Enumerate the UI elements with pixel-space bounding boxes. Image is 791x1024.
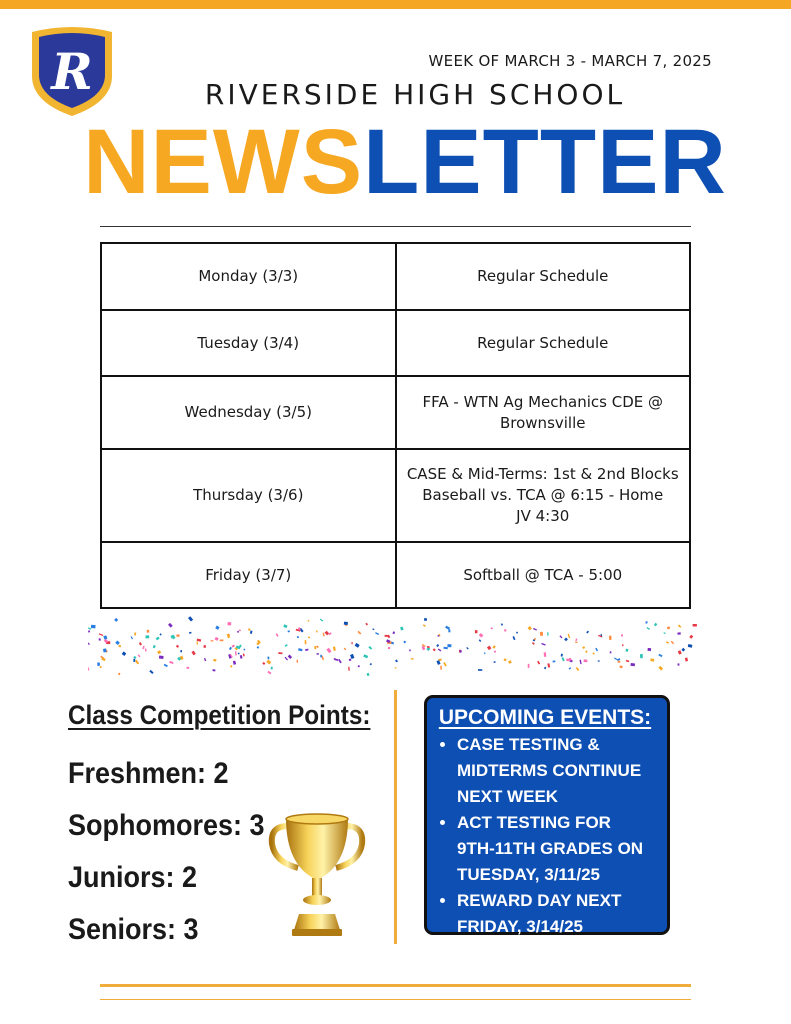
- confetti-piece: [114, 618, 118, 622]
- confetti-piece: [142, 646, 145, 650]
- confetti-piece: [363, 654, 368, 658]
- confetti-piece: [146, 635, 150, 638]
- confetti-piece: [575, 638, 577, 641]
- confetti-piece: [164, 664, 168, 667]
- confetti-piece: [368, 646, 372, 650]
- header-divider: [100, 226, 691, 227]
- confetti-piece: [393, 631, 396, 634]
- schedule-events: [396, 376, 691, 449]
- confetti-piece: [99, 638, 101, 641]
- confetti-piece: [350, 654, 354, 659]
- confetti-piece: [262, 662, 265, 665]
- confetti-piece: [333, 647, 336, 651]
- confetti-piece: [278, 652, 282, 654]
- confetti-piece: [188, 616, 193, 621]
- confetti-piece: [658, 666, 663, 671]
- confetti-piece: [287, 630, 289, 632]
- confetti-piece: [626, 660, 630, 663]
- confetti-piece: [677, 663, 679, 665]
- confetti-piece: [678, 650, 682, 654]
- confetti-piece: [88, 667, 89, 672]
- confetti-piece: [88, 642, 90, 645]
- confetti-piece: [508, 660, 512, 663]
- confetti-piece: [667, 626, 671, 629]
- confetti-piece: [584, 659, 588, 662]
- confetti-piece: [395, 667, 397, 669]
- confetti-piece: [308, 636, 310, 638]
- confetti-piece: [99, 666, 102, 668]
- schedule-events: [396, 310, 691, 376]
- confetti-piece: [501, 623, 503, 625]
- competition-class-points: Freshmen: 2: [68, 757, 229, 790]
- schedule-events: [396, 243, 691, 310]
- confetti-piece: [297, 660, 299, 663]
- confetti-piece: [344, 648, 347, 651]
- confetti-piece: [693, 624, 697, 627]
- confetti-piece: [424, 618, 427, 621]
- confetti-piece: [307, 620, 309, 622]
- confetti-piece: [433, 648, 436, 651]
- confetti-piece: [131, 636, 133, 639]
- schedule-event-line: Baseball vs. TCA @ 6:15 - Home: [422, 486, 664, 504]
- confetti-piece: [512, 636, 515, 640]
- confetti-piece: [227, 622, 231, 625]
- confetti-piece: [257, 646, 260, 649]
- confetti-piece: [561, 657, 564, 661]
- upcoming-events-list: [437, 732, 653, 940]
- confetti-piece: [541, 643, 545, 646]
- confetti-piece: [232, 645, 235, 648]
- confetti-piece: [494, 650, 496, 652]
- section-divider: [394, 690, 397, 944]
- schedule-row: [101, 376, 690, 449]
- confetti-piece: [532, 642, 535, 645]
- schedule-day: Monday (3/3): [101, 243, 396, 310]
- confetti-piece: [516, 632, 518, 634]
- confetti-piece: [326, 648, 331, 653]
- confetti-piece: [325, 631, 330, 636]
- weekly-schedule-table: [100, 242, 691, 609]
- confetti-piece: [233, 661, 236, 665]
- confetti-piece: [226, 634, 230, 639]
- confetti-piece: [314, 646, 316, 649]
- confetti-piece: [153, 645, 156, 648]
- confetti-piece: [688, 644, 693, 648]
- confetti-piece: [288, 655, 292, 659]
- confetti-piece: [504, 629, 506, 632]
- confetti-piece: [409, 649, 411, 651]
- confetti-piece: [316, 630, 318, 632]
- confetti-piece: [329, 632, 332, 635]
- confetti-piece: [320, 619, 324, 622]
- confetti-piece: [197, 639, 202, 642]
- confetti-piece: [494, 661, 496, 663]
- confetti-piece: [370, 663, 372, 665]
- newsletter-title: [0, 112, 791, 212]
- confetti-piece: [540, 632, 543, 636]
- confetti-piece: [267, 657, 269, 660]
- confetti-piece: [156, 637, 160, 641]
- confetti-piece: [640, 654, 643, 658]
- confetti-piece: [528, 664, 530, 668]
- confetti-piece: [159, 656, 164, 659]
- confetti-piece: [235, 651, 237, 655]
- confetti-piece: [445, 626, 450, 630]
- confetti-piece: [440, 666, 442, 670]
- confetti-piece: [528, 626, 532, 630]
- top-accent-bar: [0, 0, 791, 9]
- schedule-event-line: Regular Schedule: [477, 333, 609, 352]
- confetti-piece: [646, 627, 649, 630]
- confetti-piece: [475, 630, 478, 633]
- schedule-events: [396, 449, 691, 542]
- schedule-row: [101, 542, 690, 608]
- confetti-piece: [561, 654, 563, 657]
- confetti-piece: [305, 640, 307, 644]
- confetti-piece: [122, 651, 127, 656]
- confetti-piece: [115, 641, 120, 646]
- schedule-row: [101, 449, 690, 542]
- title-news: NEWS: [83, 111, 364, 213]
- confetti-piece: [197, 641, 198, 644]
- confetti-piece: [97, 662, 100, 666]
- confetti-piece: [569, 667, 572, 670]
- confetti-piece: [547, 632, 548, 635]
- confetti-piece: [118, 645, 121, 647]
- confetti-piece: [658, 654, 662, 657]
- confetti-piece: [443, 647, 447, 650]
- confetti-piece: [372, 628, 374, 630]
- confetti-piece: [568, 634, 571, 639]
- confetti-piece: [146, 630, 149, 633]
- confetti-piece: [157, 650, 161, 654]
- confetti-piece: [677, 632, 680, 634]
- confetti-piece: [621, 634, 623, 636]
- competition-title: Class Competition Points:: [68, 700, 371, 730]
- confetti-piece: [423, 624, 426, 627]
- confetti-piece: [298, 648, 303, 651]
- confetti-piece: [650, 658, 654, 661]
- confetti-piece: [438, 649, 442, 652]
- confetti-piece: [575, 642, 578, 643]
- schedule-event-line: CASE & Mid-Terms: 1st & 2nd Blocks: [406, 465, 679, 483]
- confetti-piece: [533, 628, 537, 631]
- confetti-piece: [297, 636, 299, 638]
- confetti-piece: [630, 663, 635, 666]
- confetti-piece: [351, 642, 352, 644]
- confetti-piece: [145, 648, 147, 651]
- confetti-piece: [133, 656, 136, 659]
- confetti-piece: [647, 648, 651, 651]
- schedule-day: Wednesday (3/5): [101, 376, 396, 449]
- confetti-piece: [240, 655, 243, 659]
- confetti-piece: [316, 653, 319, 654]
- confetti-piece: [239, 630, 241, 632]
- schedule-event-line: FFA - WTN Ag Mechanics CDE @: [422, 392, 663, 411]
- confetti-piece: [357, 631, 361, 635]
- confetti-piece: [88, 627, 91, 630]
- confetti-piece: [671, 641, 674, 645]
- competition-class-points: Sophomores: 3: [68, 809, 265, 842]
- confetti-piece: [149, 670, 153, 674]
- confetti-piece: [91, 625, 96, 629]
- confetti-piece: [626, 649, 629, 652]
- confetti-piece: [139, 642, 142, 645]
- schedule-event-line: JV 4:30: [516, 507, 570, 525]
- confetti-piece: [448, 629, 450, 632]
- competition-points-list: [68, 748, 286, 956]
- confetti-piece: [411, 658, 414, 660]
- confetti-piece: [267, 671, 271, 675]
- confetti-piece: [586, 631, 589, 634]
- confetti-piece: [609, 636, 612, 640]
- schedule-event-line: Regular Schedule: [477, 267, 609, 285]
- confetti-piece: [678, 625, 681, 628]
- confetti-piece: [316, 645, 319, 648]
- confetti-piece: [237, 631, 239, 633]
- confetti-piece: [338, 659, 342, 663]
- confetti-piece: [176, 634, 179, 636]
- confetti-piece: [204, 658, 206, 661]
- confetti-piece: [582, 646, 585, 649]
- confetti-piece: [484, 652, 486, 654]
- schedule-event-line: Softball @ TCA - 5:00: [463, 565, 623, 584]
- confetti-piece: [614, 657, 617, 660]
- confetti-piece: [358, 665, 360, 667]
- confetti-piece: [576, 667, 580, 671]
- confetti-piece: [305, 649, 309, 651]
- confetti-piece: [323, 633, 325, 637]
- schedule-event-line: Brownsville: [499, 413, 586, 432]
- confetti-piece: [388, 647, 390, 649]
- confetti-piece: [118, 673, 120, 676]
- confetti-piece: [666, 641, 669, 643]
- confetti-piece: [619, 665, 622, 668]
- confetti-piece: [479, 633, 484, 638]
- confetti-piece: [238, 653, 240, 655]
- upcoming-events-box: [424, 695, 670, 935]
- footer-rule-thick: [100, 984, 691, 987]
- confetti-piece: [180, 650, 182, 652]
- schedule-day: Friday (3/7): [101, 542, 396, 608]
- confetti-piece: [492, 645, 495, 649]
- confetti-piece: [689, 635, 693, 639]
- confetti-piece: [400, 627, 404, 631]
- confetti-piece: [212, 669, 215, 671]
- confetti-piece: [189, 632, 192, 634]
- confetti-piece: [88, 630, 90, 632]
- week-label: WEEK OF MARCH 3 - MARCH 7, 2025: [428, 52, 712, 70]
- confetti-piece: [103, 648, 107, 652]
- confetti-piece: [479, 639, 482, 642]
- confetti-piece: [685, 658, 688, 662]
- confetti-piece: [320, 655, 322, 658]
- confetti-piece: [580, 660, 582, 665]
- confetti-piece: [610, 651, 612, 653]
- confetti-piece: [466, 647, 469, 650]
- confetti-piece: [168, 623, 173, 628]
- confetti-piece: [271, 667, 273, 670]
- upcoming-event-item: • CASE TESTING & MIDTERMS CONTINUE NEXT WEEK: [457, 732, 653, 810]
- confetti-piece: [99, 633, 104, 636]
- confetti-piece: [191, 651, 195, 656]
- schedule-day: Thursday (3/6): [101, 449, 396, 542]
- confetti-piece: [135, 660, 139, 665]
- confetti-piece: [203, 645, 206, 648]
- upcoming-event-item: • ACT TESTING FOR 9TH-11TH GRADES ON TUESDAY, 3/11/25: [457, 810, 653, 888]
- confetti-piece: [478, 669, 482, 671]
- confetti-piece: [211, 640, 214, 641]
- confetti-piece: [348, 667, 350, 671]
- confetti-piece: [355, 643, 360, 648]
- title-letter: LETTER: [363, 111, 727, 213]
- schedule-row: [101, 243, 690, 310]
- confetti-piece: [344, 622, 348, 625]
- confetti-piece: [365, 623, 367, 626]
- confetti-piece: [213, 659, 216, 662]
- confetti-piece: [622, 644, 624, 646]
- competition-class-points: Juniors: 2: [68, 861, 198, 894]
- confetti-piece: [285, 644, 288, 647]
- confetti-piece: [585, 650, 588, 653]
- confetti-piece: [436, 644, 439, 647]
- confetti-piece: [215, 637, 219, 641]
- confetti-piece: [654, 623, 657, 627]
- confetti-piece: [663, 632, 665, 634]
- confetti-decoration: [88, 612, 704, 678]
- confetti-piece: [335, 659, 339, 662]
- trophy-icon: [266, 810, 368, 938]
- confetti-piece: [250, 631, 253, 634]
- confetti-piece: [229, 647, 232, 650]
- crest-letter: R: [51, 42, 93, 101]
- confetti-piece: [248, 628, 250, 630]
- confetti-piece: [266, 660, 271, 665]
- confetti-piece: [244, 649, 246, 651]
- confetti-piece: [243, 654, 245, 657]
- confetti-piece: [276, 633, 279, 637]
- competition-class-points: Seniors: 3: [68, 913, 199, 946]
- confetti-piece: [598, 660, 600, 661]
- schedule-day: Tuesday (3/4): [101, 310, 396, 376]
- confetti-piece: [547, 663, 550, 667]
- upcoming-event-item: • REWARD DAY NEXT FRIDAY, 3/14/25: [457, 888, 653, 940]
- confetti-piece: [138, 654, 141, 657]
- confetti-piece: [230, 665, 232, 667]
- confetti-piece: [367, 673, 370, 676]
- confetti-piece: [595, 648, 598, 652]
- confetti-piece: [134, 632, 136, 635]
- confetti-piece: [443, 662, 447, 666]
- confetti-piece: [283, 624, 287, 628]
- confetti-piece: [559, 635, 562, 638]
- confetti-piece: [186, 667, 189, 669]
- confetti-piece: [544, 667, 546, 670]
- confetti-piece: [490, 627, 493, 629]
- confetti-piece: [103, 635, 107, 639]
- confetti-piece: [159, 633, 161, 635]
- confetti-piece: [645, 621, 647, 624]
- confetti-piece: [553, 660, 556, 662]
- confetti-piece: [403, 641, 406, 644]
- upcoming-events-title: UPCOMING EVENTS:: [438, 706, 652, 729]
- confetti-piece: [537, 661, 540, 665]
- confetti-piece: [176, 645, 179, 648]
- confetti-piece: [681, 648, 685, 652]
- confetti-piece: [375, 632, 379, 635]
- schedule-row: [101, 310, 690, 376]
- confetti-piece: [285, 657, 289, 661]
- confetti-piece: [564, 638, 568, 642]
- confetti-piece: [544, 652, 547, 657]
- confetti-piece: [169, 661, 173, 664]
- confetti-piece: [133, 659, 135, 662]
- confetti-piece: [395, 659, 398, 662]
- confetti-piece: [257, 643, 259, 645]
- confetti-piece: [592, 652, 594, 654]
- confetti-piece: [504, 659, 507, 662]
- confetti-piece: [447, 644, 451, 647]
- footer-rule-thin: [100, 999, 691, 1000]
- schedule-events: [396, 542, 691, 608]
- confetti-piece: [487, 646, 491, 651]
- confetti-piece: [349, 659, 352, 662]
- school-name: RIVERSIDE HIGH SCHOOL: [204, 78, 626, 111]
- confetti-piece: [427, 646, 430, 648]
- confetti-piece: [220, 640, 224, 642]
- confetti-piece: [215, 626, 219, 630]
